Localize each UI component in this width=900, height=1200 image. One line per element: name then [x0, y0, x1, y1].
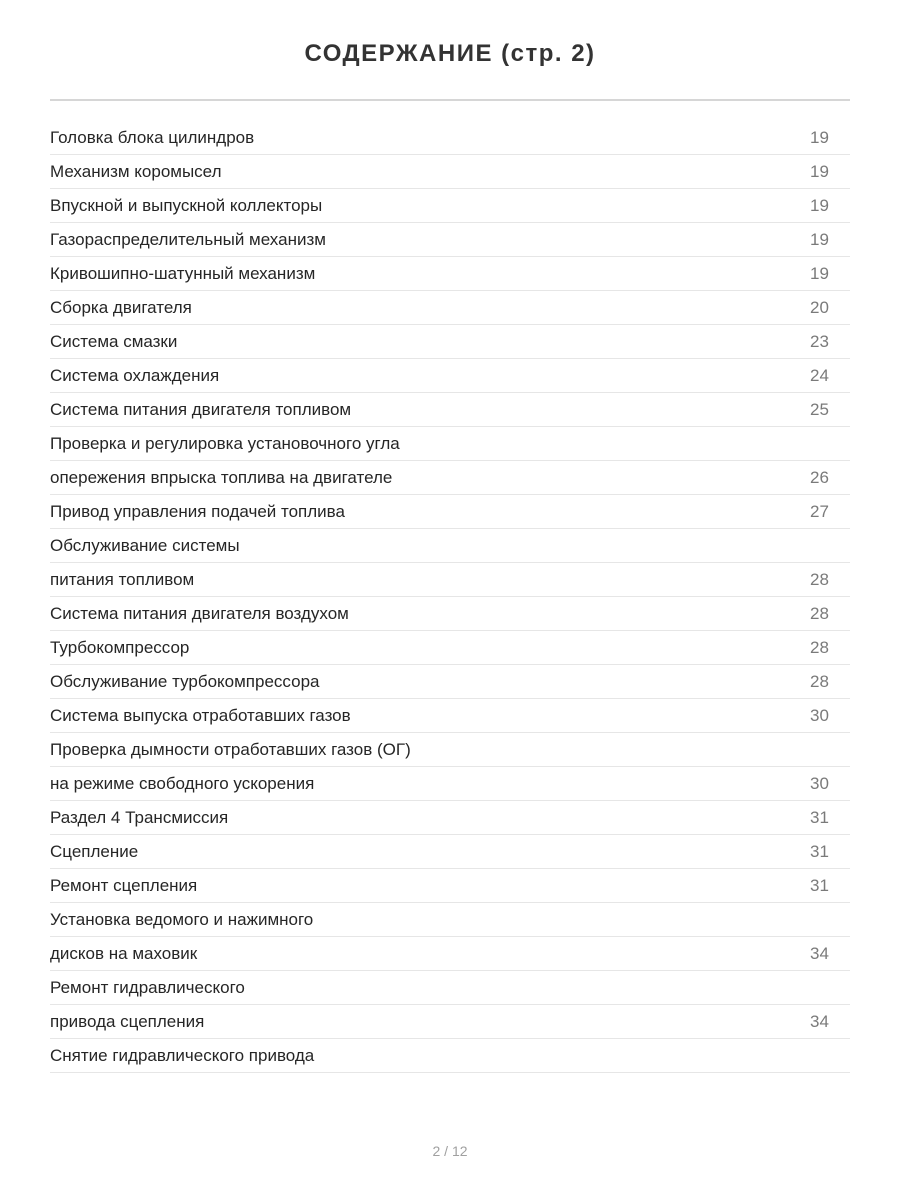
toc-entry-label: Ремонт гидравлического [50, 977, 245, 997]
toc-entry[interactable] [50, 903, 850, 937]
toc-entry[interactable] [50, 665, 850, 699]
toc-entry-page-number: 28 [810, 637, 829, 657]
toc-entry[interactable] [50, 767, 850, 801]
toc-entry[interactable] [50, 1039, 850, 1073]
toc-entry-label: опережения впрыска топлива на двигателе [50, 467, 393, 487]
toc-entry-page-number: 19 [810, 161, 829, 181]
page-indicator: 2 / 12 [432, 1143, 468, 1159]
toc-entry[interactable] [50, 971, 850, 1005]
toc-entry[interactable] [50, 359, 850, 393]
toc-entry-label: Система охлаждения [50, 365, 220, 385]
toc-entry-label: Впускной и выпускной коллекторы [50, 195, 323, 215]
toc-entry-label: Привод управления подачей топлива [50, 501, 345, 521]
toc-entry-page-number: 27 [810, 501, 829, 521]
toc-entry[interactable] [50, 189, 850, 223]
toc-entry[interactable] [50, 393, 850, 427]
toc-entry-page-number: 31 [810, 875, 829, 895]
toc-entry-label: Система смазки [50, 331, 178, 351]
table-of-contents [50, 121, 850, 1073]
toc-entry[interactable] [50, 563, 850, 597]
toc-entry-page-number: 23 [810, 331, 829, 351]
toc-entry[interactable] [50, 631, 850, 665]
toc-entry-page-number: 19 [810, 263, 829, 283]
toc-entry[interactable] [50, 291, 850, 325]
toc-entry-label: Раздел 4 Трансмиссия [50, 807, 229, 827]
toc-entry-page-number: 19 [810, 127, 829, 147]
title-divider [50, 99, 850, 101]
toc-entry-label: Система выпуска отработавших газов [50, 705, 351, 725]
toc-entry-label: привода сцепления [50, 1011, 205, 1031]
toc-entry[interactable] [50, 461, 850, 495]
toc-entry-label: Турбокомпрессор [50, 637, 190, 657]
toc-entry[interactable] [50, 121, 850, 155]
toc-entry-label: Газораспределительный механизм [50, 229, 326, 249]
toc-entry-label: Обслуживание системы [50, 535, 240, 555]
toc-entry-label: питания топливом [50, 569, 195, 589]
toc-entry-label: Снятие гидравлического привода [50, 1045, 315, 1065]
toc-entry[interactable] [50, 869, 850, 903]
toc-entry-page-number: 26 [810, 467, 829, 487]
toc-entry[interactable] [50, 801, 850, 835]
toc-entry-label: Система питания двигателя топливом [50, 399, 352, 419]
toc-entry[interactable] [50, 155, 850, 189]
toc-entry-page-number: 31 [810, 807, 829, 827]
toc-entry-page-number: 31 [810, 841, 829, 861]
toc-entry[interactable] [50, 495, 850, 529]
toc-entry-label: Установка ведомого и нажимного [50, 909, 314, 929]
toc-entry-page-number: 25 [810, 399, 829, 419]
toc-entry-page-number: 24 [810, 365, 829, 385]
toc-entry-label: на режиме свободного ускорения [50, 773, 315, 793]
toc-entry[interactable] [50, 529, 850, 563]
toc-entry-page-number: 30 [810, 773, 829, 793]
toc-entry[interactable] [50, 937, 850, 971]
toc-entry[interactable] [50, 597, 850, 631]
toc-entry-page-number: 19 [810, 195, 829, 215]
toc-entry-label: дисков на маховик [50, 943, 198, 963]
toc-entry-page-number: 28 [810, 671, 829, 691]
toc-entry-page-number: 20 [810, 297, 829, 317]
toc-entry[interactable] [50, 427, 850, 461]
toc-entry-page-number: 30 [810, 705, 829, 725]
toc-entry[interactable] [50, 1005, 850, 1039]
toc-entry[interactable] [50, 835, 850, 869]
toc-entry-page-number: 28 [810, 569, 829, 589]
page-title: СОДЕРЖАНИЕ (стр. 2) [304, 40, 596, 67]
toc-entry[interactable] [50, 699, 850, 733]
toc-entry-page-number: 19 [810, 229, 829, 249]
toc-entry[interactable] [50, 733, 850, 767]
toc-entry-label: Проверка и регулировка установочного угла [50, 433, 400, 453]
toc-entry-label: Сборка двигателя [50, 297, 192, 317]
toc-entry-label: Кривошипно-шатунный механизм [50, 263, 316, 283]
toc-entry-page-number: 34 [810, 1011, 829, 1031]
toc-entry[interactable] [50, 325, 850, 359]
toc-entry-label: Головка блока цилиндров [50, 127, 255, 147]
toc-entry-page-number: 28 [810, 603, 829, 623]
toc-entry-label: Сцепление [50, 841, 139, 861]
toc-entry-page-number: 34 [810, 943, 829, 963]
toc-entry-label: Обслуживание турбокомпрессора [50, 671, 320, 691]
toc-entry[interactable] [50, 223, 850, 257]
toc-entry-label: Механизм коромысел [50, 161, 222, 181]
toc-entry-label: Ремонт сцепления [50, 875, 198, 895]
toc-entry[interactable] [50, 257, 850, 291]
toc-entry-label: Проверка дымности отработавших газов (ОГ) [50, 739, 411, 759]
toc-entry-label: Система питания двигателя воздухом [50, 603, 349, 623]
